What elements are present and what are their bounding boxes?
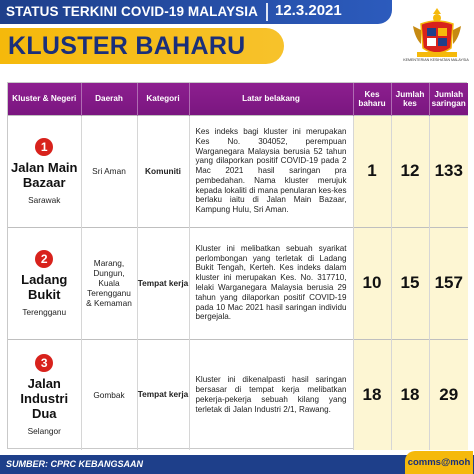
cell-latar: Kluster ini dikenalpasti hasil saringan bersasar di tempat kerja melibatkan pekerja-pekerja sebuah kilang yang terletak di Jalan Industri 2/1, Rawang. (189, 339, 353, 450)
cell-kategori: Tempat kerja (137, 227, 189, 339)
header-kluster: Kluster & Negeri (8, 83, 81, 115)
brand-tag: comms@moh (405, 451, 473, 474)
date-separator (266, 3, 268, 21)
cell-kes-baharu (353, 339, 391, 450)
jumlah-kes-value: 12 (400, 161, 420, 180)
cell-kategori: Komuniti (137, 115, 189, 227)
cluster-state: Selangor (27, 425, 61, 436)
page-footer (0, 455, 474, 474)
header-kategori: Kategori (137, 83, 189, 115)
cell-daerah: Sri Aman (81, 115, 137, 227)
status-title: STATUS TERKINI COVID-19 MALAYSIA (6, 4, 258, 19)
header-jumlah-saringan: Jumlah saringan (429, 83, 468, 115)
table-row (8, 227, 468, 339)
jumlah-kes-value: 15 (400, 273, 420, 292)
cell-jumlah-saringan (429, 339, 468, 450)
cluster-table-grid (8, 83, 468, 450)
cluster-name: Jalan Main Bazaar (11, 159, 78, 190)
cell-kategori: Tempat kerja (137, 339, 189, 450)
cell-jumlah-saringan (429, 115, 468, 227)
header-kes-baharu: Kes baharu (353, 83, 391, 115)
cluster-state: Terengganu (22, 306, 67, 317)
crest-logo (405, 4, 469, 64)
cell-latar: Kes indeks bagi kluster ini merupakan Kes No. 304052, perempuan Warganegara Malaysia berusia 52 tahun yang dilaporkan positif COVID-19 pada 2 Mac 2021 hasil saringan pra pembedahan. Nama kluster merujuk kepada lokaliti di mana penularan kes-kes berlaku iaitu di Jalan Main Bazaar, Kampung Hulu, Sri Aman. (189, 115, 353, 227)
jumlah-saringan-value: 133 (434, 161, 463, 180)
jumlah-kes-value: 18 (400, 384, 420, 404)
kes-baharu-value: 1 (367, 161, 377, 180)
status-date: 12.3.2021 (275, 2, 342, 19)
cell-jumlah-saringan (429, 227, 468, 339)
cluster-name: Ladang Bukit (21, 271, 68, 302)
title-bar (0, 28, 284, 64)
cell-jumlah-kes (391, 339, 429, 450)
cluster-number-badge: 2 (35, 250, 53, 268)
crest-label: KEMENTERIAN KESIHATAN MALAYSIA (403, 58, 469, 62)
header-jumlah-kes: Jumlah kes (391, 83, 429, 115)
cell-kluster (8, 227, 81, 339)
jumlah-saringan-value: 157 (434, 273, 463, 292)
cell-jumlah-kes (391, 115, 429, 227)
cell-jumlah-kes (391, 227, 429, 339)
cell-kluster (8, 339, 81, 450)
table-row (8, 339, 468, 450)
table-row (8, 115, 468, 227)
cluster-number-badge: 1 (35, 138, 53, 156)
cluster-name: Jalan Industri Dua (20, 375, 69, 421)
status-bar (0, 0, 392, 24)
cell-kes-baharu (353, 227, 391, 339)
page-title: KLUSTER BAHARU (8, 32, 246, 60)
cell-latar: Kluster ini melibatkan sebuah syarikat perlombongan yang terletak di Ladang Bukit Tengah, Kerteh. Kes indeks dalam kluster ini merupakan Kes. No. 317710, lelaki Warganegara Malaysia berusia 29 tahun yang dilaporkan positif COVID-19 pada 10 Mac 2021 hasil saringan individu bergejala. (189, 227, 353, 339)
cell-daerah: Gombak (81, 339, 137, 450)
cluster-state: Sarawak (28, 194, 61, 205)
jumlah-saringan-value: 29 (439, 384, 459, 404)
table-header-row (8, 83, 468, 115)
kes-baharu-value: 18 (362, 384, 382, 404)
kes-baharu-value: 10 (362, 273, 382, 292)
header-latar: Latar belakang (189, 83, 353, 115)
cell-kes-baharu (353, 115, 391, 227)
cell-kluster (8, 115, 81, 227)
source-text: SUMBER: CPRC KEBANGSAAN (6, 459, 144, 469)
header-daerah: Daerah (81, 83, 137, 115)
page-header (0, 0, 474, 70)
cluster-number-badge: 3 (35, 354, 53, 372)
cluster-table (7, 82, 467, 449)
cell-daerah: Marang, Dungun, Kuala Terengganu & Kemaman (81, 227, 137, 339)
